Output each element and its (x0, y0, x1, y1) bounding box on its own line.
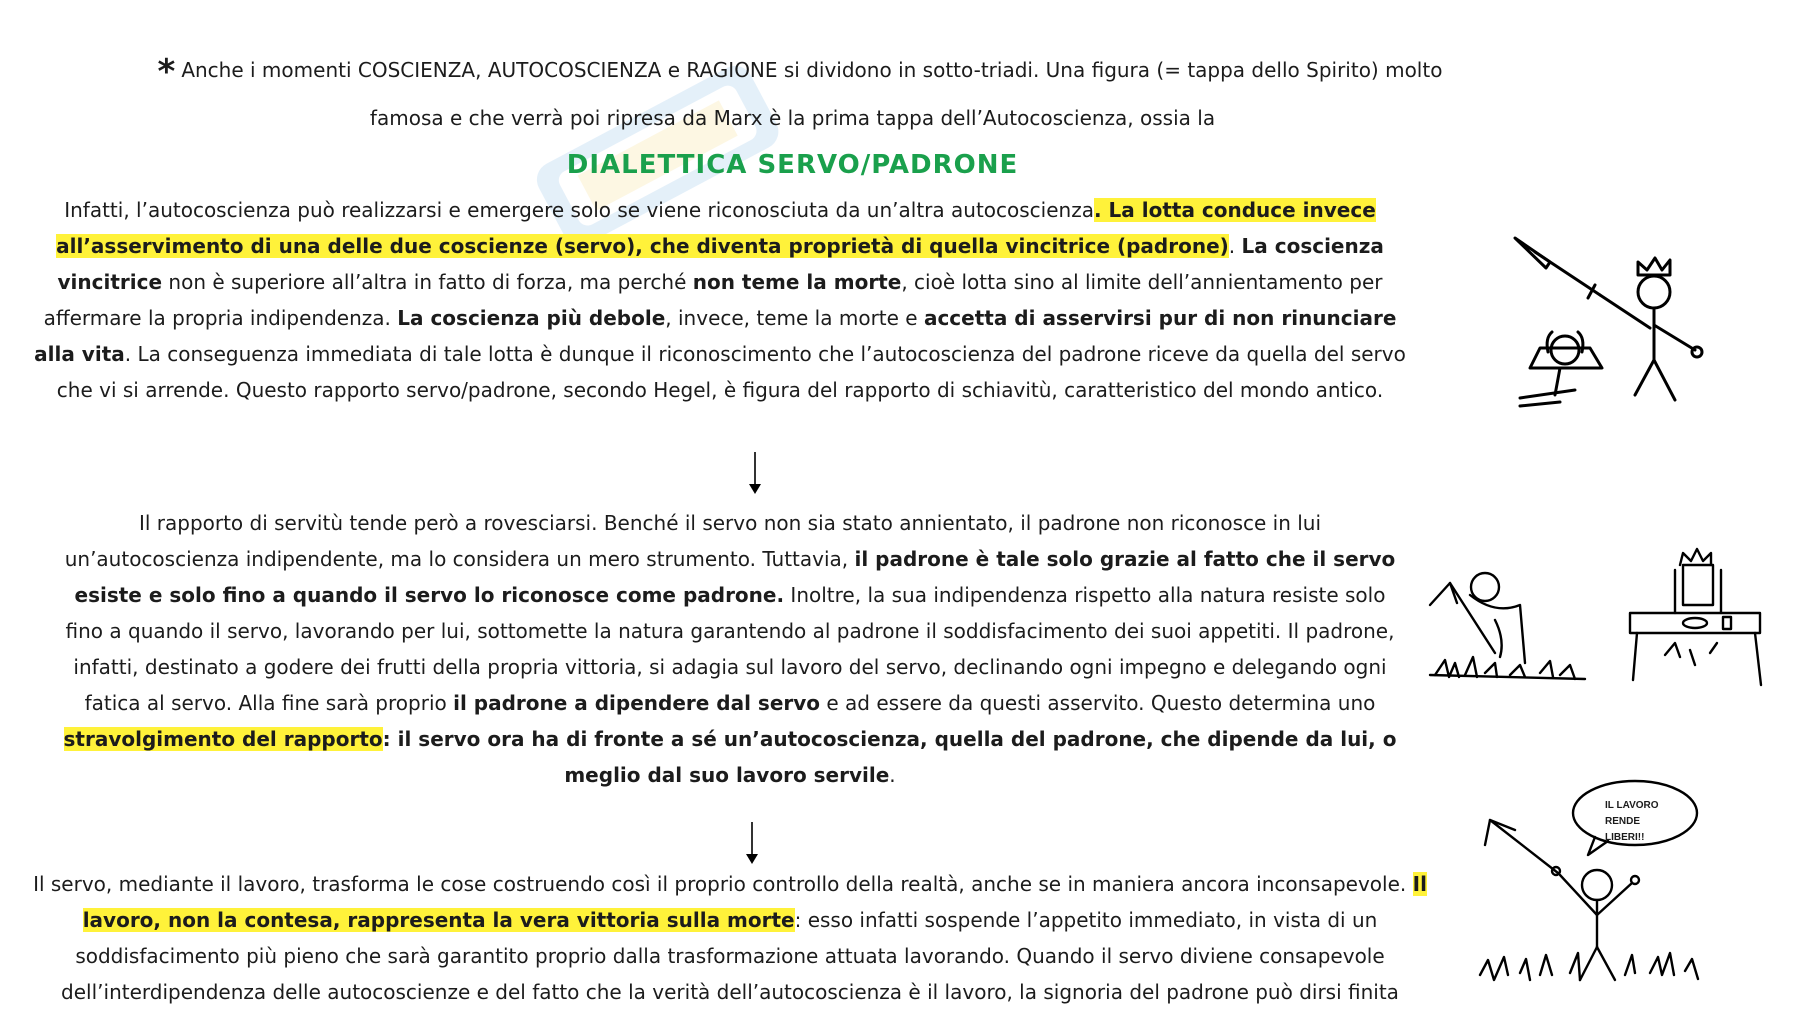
highlight-lotta: . La lotta conduce invece all’asservimento di una delle due coscienze (servo), che diventa proprietà di quella vincitrice (padrone) (56, 198, 1376, 258)
speech-bubble-text: IL LAVORO RENDE LIBERI!! (1605, 800, 1659, 843)
paragraph-1: Infatti, l’autocoscienza può realizzarsi e emergere solo se viene riconosciuta da un’altra autocoscienza. La lotta conduce invece all’asservimento di una delle due coscienze (servo), che diventa proprietà di quella vincitrice (padrone). La coscienza vincitrice non è superiore all’altra in fatto di forza, ma perché non teme la morte, cioè lotta sino al limite dell’annientamento per affermare la propria indipendenza. La coscienza più debole, invece, teme la morte e accetta di asservirsi pur di non rinunciare alla vita. La conseguenza immediata di tale lotta è dunque il riconoscimento che l’autocoscienza del padrone riceve da quella del servo che vi si arrende. Questo rapporto servo/padrone, secondo Hegel, è figura del rapporto di schiavitù, caratteristico del mondo antico. (34, 198, 1406, 402)
work-doodle-icon (1425, 545, 1770, 695)
highlight-lavoro: Il lavoro, non la contesa, rappresenta la vera vittoria sulla morte (82, 872, 1427, 932)
fight-doodle-icon (1490, 230, 1730, 420)
paragraph-2: Il rapporto di servitù tende però a rovesciarsi. Benché il servo non sia stato annientato, il padrone non riconosce in lui un’autocoscienza indipendente, ma lo considera un mero strumento. Tuttavia, il padrone è tale solo grazie al fatto che il servo esiste e solo fino a quando il servo lo riconosce come padrone. Inoltre, la sua indipendenza rispetto alla natura resiste solo fino a quando il servo, lavorando per lui, sottomette la natura garantendo al padrone il soddisfacimento dei suoi appetiti. Il padrone, infatti, destinato a godere dei frutti della propria vittoria, si adagia sul lavoro del servo, declinando ogni impegno e delegando ogni fatica al servo. Alla fine sarà proprio il padrone a dipendere dal servo e ad essere da questi asservito. Questo determina uno stravolgimento del rapporto: il servo ora ha di fronte a sé un’autocoscienza, quella del padrone, che dipende da lui, o meglio dal suo lavoro servile. (63, 511, 1397, 787)
intro-line-1: * Anche i momenti COSCIENZA, AUTOCOSCIENZA e RAGIONE si dividono in sotto-triadi. Una figura (= tappa dello Spirito) molto (157, 52, 1443, 92)
paragraph-3: Il servo, mediante il lavoro, trasforma le cose costruendo così il proprio controllo della realtà, anche se in maniera ancora inconsapevole. Il lavoro, non la contesa, rappresenta la vera vittoria sulla morte: esso infatti sospende l’appetito immediato, in vista di un soddisfacimento più pieno che sarà garantito proprio dalla trasformazione attuata lavorando. Quando il servo diviene consapevole dell’interdipendenza delle autocoscienze e del fatto che la verità dell’autocoscienza è il lavoro, la signoria del padrone può dirsi finita (33, 872, 1427, 1004)
intro-line-2: famosa e che verrà poi ripresa da Marx è la prima tappa dell’Autocoscienza, ossia la (369, 106, 1216, 130)
highlight-stravolgimento: stravolgimento del rapporto (63, 727, 383, 751)
section-title: DIALETTICA SERVO/PADRONE (566, 150, 1019, 180)
down-arrow-icon (745, 450, 765, 496)
asterisk-icon: * (157, 52, 176, 92)
down-arrow-icon (742, 820, 762, 866)
free-worker-doodle-icon (1460, 775, 1720, 985)
